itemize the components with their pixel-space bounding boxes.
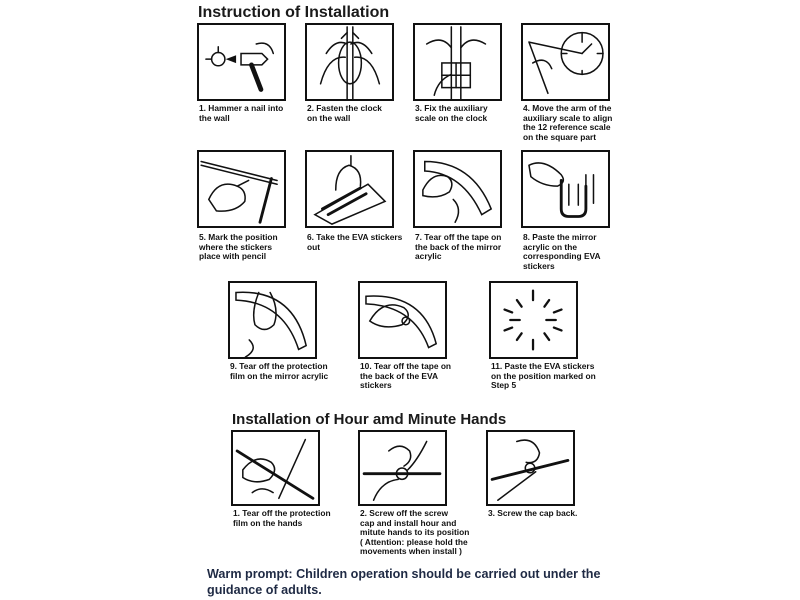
hand-step-3-illustration	[486, 430, 575, 506]
page-title: Instruction of Installation	[198, 4, 390, 21]
step-7-illustration	[413, 150, 502, 228]
step-5-illustration	[197, 150, 286, 228]
step-5-caption: 5. Mark the position where the stickers place with pencil	[199, 232, 278, 262]
step-3-caption: 3. Fix the auxiliary scale on the clock	[415, 103, 488, 123]
step-4-caption: 4. Move the arm of the auxiliary scale to align the 12 reference scale on the square part	[523, 103, 613, 142]
step-1-illustration	[197, 23, 286, 101]
hand-step-1-illustration	[231, 430, 320, 506]
warm-prompt: Warm prompt: Children operation should be carried out under the guidance of adults.	[207, 567, 601, 597]
step-10-caption: 10. Tear off the tape on the back of the EVA stickers	[360, 361, 452, 391]
step-6-illustration	[305, 150, 394, 228]
step-7-caption: 7. Tear off the tape on the back of the mirror acrylic	[415, 232, 502, 262]
hand-step-2-illustration	[358, 430, 447, 506]
step-11-illustration	[489, 281, 578, 359]
step-9-illustration	[228, 281, 317, 359]
step-4-illustration	[521, 23, 610, 101]
step-11-caption: 11. Paste the EVA stickers on the position marked on Step 5	[491, 361, 596, 391]
step-6-caption: 6. Take the EVA stickers out	[307, 232, 403, 252]
hand-step-3-caption: 3. Screw the cap back.	[488, 508, 578, 518]
step-8-illustration	[521, 150, 610, 228]
step-2-caption: 2. Fasten the clock on the wall	[307, 103, 382, 123]
step-9-caption: 9. Tear off the protection film on the mirror acrylic	[230, 361, 329, 381]
step-3-illustration	[413, 23, 502, 101]
step-2-illustration	[305, 23, 394, 101]
step-1-caption: 1. Hammer a nail into the wall	[199, 103, 284, 123]
hand-step-2-caption: 2. Screw off the screw cap and install hour and mitute hands to its position ( Attention: please hold the movements when install )	[360, 508, 470, 557]
hand-step-1-caption: 1. Tear off the protection film on the hands	[233, 508, 331, 528]
hands-section-title: Installation of Hour amd Minute Hands	[232, 411, 507, 428]
step-10-illustration	[358, 281, 447, 359]
step-8-caption: 8. Paste the mirror acrylic on the corresponding EVA stickers	[523, 232, 601, 271]
